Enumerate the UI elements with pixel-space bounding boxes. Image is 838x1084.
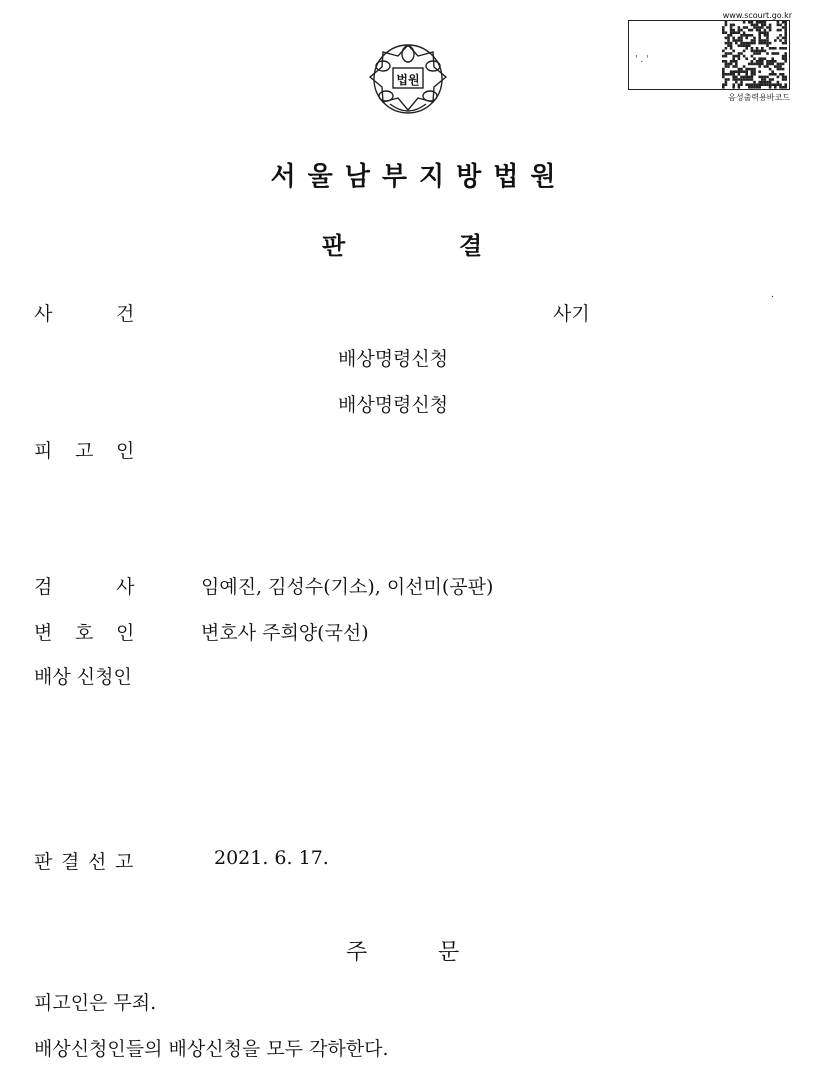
defendant-label-char-2: 고 bbox=[75, 440, 94, 462]
verdict-date-label-char-3: 선 bbox=[88, 851, 107, 873]
case-label-char-1: 사 bbox=[34, 303, 53, 325]
verdict-date-label-char-2: 결 bbox=[61, 851, 80, 873]
website-text: www.scourt.go.kr bbox=[722, 11, 792, 20]
seal-text: 법원 bbox=[396, 73, 420, 87]
order-title-char-2: 문 bbox=[438, 940, 460, 965]
case-value: 사기 bbox=[553, 303, 590, 325]
order-line-1: 피고인은 무죄. bbox=[34, 992, 157, 1014]
court-seal-icon bbox=[360, 34, 456, 120]
counsel-label-char-2: 호 bbox=[75, 622, 94, 644]
applicant-label: 배상 신청인 bbox=[34, 666, 132, 688]
verdict-date-value: 2021. 6. 17. bbox=[214, 847, 329, 869]
defendant-label-char-3: 인 bbox=[116, 440, 135, 462]
stray-mark: . bbox=[771, 290, 774, 300]
counsel-value: 변호사 주희양(국선) bbox=[201, 622, 369, 644]
counsel-label-char-3: 인 bbox=[116, 622, 135, 644]
barcode-caption: 음성출력용바코드 bbox=[728, 93, 790, 102]
barcode-marks: ' . ' bbox=[635, 55, 649, 65]
case-sub-1: 배상명령신청 bbox=[338, 348, 449, 370]
order-title-char-1: 주 bbox=[346, 940, 368, 965]
court-name: 서울남부지방법원 bbox=[270, 162, 568, 192]
prosecutor-label-char-2: 사 bbox=[116, 576, 135, 598]
verdict-date-label-char-1: 판 bbox=[34, 851, 53, 873]
defendant-label-char-1: 피 bbox=[34, 440, 53, 462]
order-line-2: 배상신청인들의 배상신청을 모두 각하한다. bbox=[34, 1038, 389, 1060]
case-sub-2: 배상명령신청 bbox=[338, 394, 449, 416]
counsel-label-char-1: 변 bbox=[34, 622, 53, 644]
case-label-char-2: 건 bbox=[116, 303, 135, 325]
prosecutor-label-char-1: 검 bbox=[34, 576, 53, 598]
doc-title-char-1: 판 bbox=[322, 232, 346, 260]
qr-code-icon bbox=[722, 21, 789, 89]
verdict-date-label-char-4: 고 bbox=[115, 851, 134, 873]
doc-title-char-2: 결 bbox=[459, 232, 483, 260]
prosecutor-value: 임예진, 김성수(기소), 이선미(공판) bbox=[201, 576, 494, 598]
